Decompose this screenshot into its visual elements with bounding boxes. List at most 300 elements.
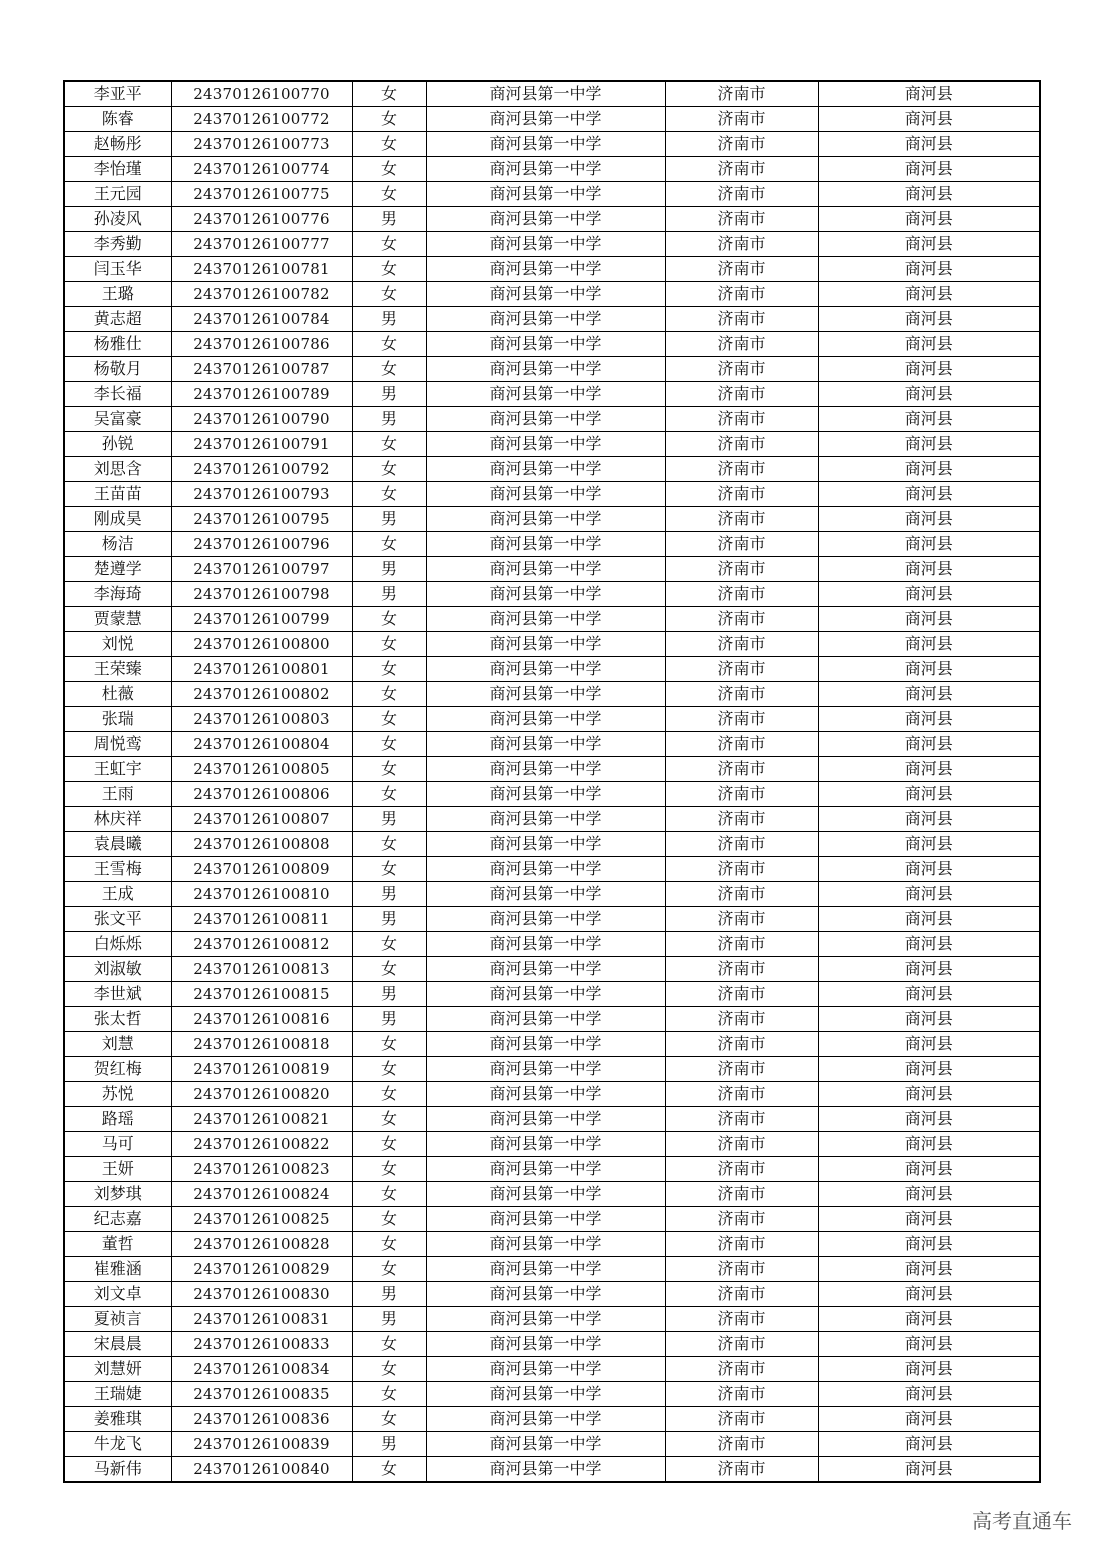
exam-id-cell: 24370126100818: [171, 1032, 352, 1057]
city-cell: 济南市: [665, 732, 818, 757]
city-cell: 济南市: [665, 307, 818, 332]
county-cell: 商河县: [818, 682, 1040, 707]
school-cell: 商河县第一中学: [426, 857, 665, 882]
school-cell: 商河县第一中学: [426, 81, 665, 107]
table-row: [64, 182, 1040, 207]
county-cell: 商河县: [818, 932, 1040, 957]
table-row: [64, 957, 1040, 982]
table-row: [64, 1107, 1040, 1132]
exam-id-cell: 24370126100819: [171, 1057, 352, 1082]
exam-id-cell: 24370126100790: [171, 407, 352, 432]
table-row: [64, 232, 1040, 257]
name-cell: 黄志超: [64, 307, 171, 332]
school-cell: 商河县第一中学: [426, 532, 665, 557]
school-cell: 商河县第一中学: [426, 407, 665, 432]
school-cell: 商河县第一中学: [426, 232, 665, 257]
table-row: [64, 782, 1040, 807]
county-cell: 商河县: [818, 632, 1040, 657]
name-cell: 刘文卓: [64, 1282, 171, 1307]
school-cell: 商河县第一中学: [426, 382, 665, 407]
county-cell: 商河县: [818, 1157, 1040, 1182]
school-cell: 商河县第一中学: [426, 807, 665, 832]
name-cell: 王妍: [64, 1157, 171, 1182]
exam-id-cell: 24370126100807: [171, 807, 352, 832]
table-row: [64, 882, 1040, 907]
county-cell: 商河县: [818, 1432, 1040, 1457]
table-row: [64, 1382, 1040, 1407]
exam-id-cell: 24370126100804: [171, 732, 352, 757]
county-cell: 商河县: [818, 1057, 1040, 1082]
city-cell: 济南市: [665, 132, 818, 157]
county-cell: 商河县: [818, 757, 1040, 782]
city-cell: 济南市: [665, 1082, 818, 1107]
exam-id-cell: 24370126100793: [171, 482, 352, 507]
table-row: [64, 507, 1040, 532]
city-cell: 济南市: [665, 607, 818, 632]
city-cell: 济南市: [665, 1232, 818, 1257]
city-cell: 济南市: [665, 932, 818, 957]
exam-id-cell: 24370126100775: [171, 182, 352, 207]
school-cell: 商河县第一中学: [426, 332, 665, 357]
city-cell: 济南市: [665, 1432, 818, 1457]
school-cell: 商河县第一中学: [426, 1257, 665, 1282]
city-cell: 济南市: [665, 407, 818, 432]
gender-cell: 女: [352, 1232, 426, 1257]
city-cell: 济南市: [665, 882, 818, 907]
county-cell: 商河县: [818, 457, 1040, 482]
city-cell: 济南市: [665, 157, 818, 182]
gender-cell: 女: [352, 732, 426, 757]
school-cell: 商河县第一中学: [426, 457, 665, 482]
gender-cell: 女: [352, 932, 426, 957]
name-cell: 王瑞婕: [64, 1382, 171, 1407]
city-cell: 济南市: [665, 482, 818, 507]
city-cell: 济南市: [665, 1332, 818, 1357]
county-cell: 商河县: [818, 1007, 1040, 1032]
county-cell: 商河县: [818, 482, 1040, 507]
city-cell: 济南市: [665, 582, 818, 607]
city-cell: 济南市: [665, 707, 818, 732]
name-cell: 夏祯言: [64, 1307, 171, 1332]
exam-id-cell: 24370126100781: [171, 257, 352, 282]
school-cell: 商河县第一中学: [426, 882, 665, 907]
table-row: [64, 1182, 1040, 1207]
county-cell: 商河县: [818, 1382, 1040, 1407]
school-cell: 商河县第一中学: [426, 657, 665, 682]
gender-cell: 男: [352, 407, 426, 432]
city-cell: 济南市: [665, 657, 818, 682]
city-cell: 济南市: [665, 1107, 818, 1132]
county-cell: 商河县: [818, 1357, 1040, 1382]
exam-id-cell: 24370126100828: [171, 1232, 352, 1257]
school-cell: 商河县第一中学: [426, 682, 665, 707]
name-cell: 林庆祥: [64, 807, 171, 832]
name-cell: 赵畅彤: [64, 132, 171, 157]
name-cell: 刘慧: [64, 1032, 171, 1057]
table-row: [64, 432, 1040, 457]
county-cell: 商河县: [818, 1132, 1040, 1157]
table-row: [64, 1282, 1040, 1307]
county-cell: 商河县: [818, 957, 1040, 982]
exam-id-cell: 24370126100800: [171, 632, 352, 657]
name-cell: 王元园: [64, 182, 171, 207]
exam-id-cell: 24370126100836: [171, 1407, 352, 1432]
gender-cell: 女: [352, 1357, 426, 1382]
name-cell: 贺红梅: [64, 1057, 171, 1082]
city-cell: 济南市: [665, 557, 818, 582]
exam-id-cell: 24370126100831: [171, 1307, 352, 1332]
gender-cell: 女: [352, 782, 426, 807]
table-row: [64, 857, 1040, 882]
table-row: [64, 357, 1040, 382]
table-row: [64, 607, 1040, 632]
exam-id-cell: 24370126100811: [171, 907, 352, 932]
county-cell: 商河县: [818, 507, 1040, 532]
name-cell: 吴富豪: [64, 407, 171, 432]
school-cell: 商河县第一中学: [426, 1207, 665, 1232]
gender-cell: 女: [352, 1207, 426, 1232]
gender-cell: 女: [352, 157, 426, 182]
table-row: [64, 157, 1040, 182]
gender-cell: 男: [352, 207, 426, 232]
name-cell: 苏悦: [64, 1082, 171, 1107]
city-cell: 济南市: [665, 907, 818, 932]
exam-id-cell: 24370126100808: [171, 832, 352, 857]
table-row: [64, 1307, 1040, 1332]
exam-id-cell: 24370126100813: [171, 957, 352, 982]
gender-cell: 女: [352, 1332, 426, 1357]
gender-cell: 女: [352, 132, 426, 157]
county-cell: 商河县: [818, 332, 1040, 357]
table-row: [64, 382, 1040, 407]
table-row: [64, 832, 1040, 857]
table-row: [64, 207, 1040, 232]
table-row: [64, 982, 1040, 1007]
gender-cell: 女: [352, 257, 426, 282]
gender-cell: 女: [352, 607, 426, 632]
school-cell: 商河县第一中学: [426, 282, 665, 307]
county-cell: 商河县: [818, 607, 1040, 632]
gender-cell: 男: [352, 1007, 426, 1032]
table-row: [64, 1457, 1040, 1483]
exam-id-cell: 24370126100799: [171, 607, 352, 632]
gender-cell: 女: [352, 757, 426, 782]
school-cell: 商河县第一中学: [426, 607, 665, 632]
city-cell: 济南市: [665, 1032, 818, 1057]
school-cell: 商河县第一中学: [426, 632, 665, 657]
table-row: [64, 332, 1040, 357]
county-cell: 商河县: [818, 357, 1040, 382]
school-cell: 商河县第一中学: [426, 1332, 665, 1357]
name-cell: 刘悦: [64, 632, 171, 657]
school-cell: 商河县第一中学: [426, 1432, 665, 1457]
city-cell: 济南市: [665, 207, 818, 232]
exam-id-cell: 24370126100805: [171, 757, 352, 782]
gender-cell: 男: [352, 507, 426, 532]
table-row: [64, 557, 1040, 582]
gender-cell: 女: [352, 81, 426, 107]
city-cell: 济南市: [665, 1357, 818, 1382]
gender-cell: 男: [352, 1432, 426, 1457]
city-cell: 济南市: [665, 282, 818, 307]
city-cell: 济南市: [665, 982, 818, 1007]
school-cell: 商河县第一中学: [426, 1182, 665, 1207]
county-cell: 商河县: [818, 107, 1040, 132]
gender-cell: 女: [352, 1082, 426, 1107]
city-cell: 济南市: [665, 357, 818, 382]
city-cell: 济南市: [665, 807, 818, 832]
city-cell: 济南市: [665, 1132, 818, 1157]
name-cell: 董哲: [64, 1232, 171, 1257]
city-cell: 济南市: [665, 382, 818, 407]
school-cell: 商河县第一中学: [426, 932, 665, 957]
county-cell: 商河县: [818, 282, 1040, 307]
school-cell: 商河县第一中学: [426, 957, 665, 982]
gender-cell: 女: [352, 482, 426, 507]
exam-id-cell: 24370126100803: [171, 707, 352, 732]
exam-id-cell: 24370126100812: [171, 932, 352, 957]
name-cell: 李世斌: [64, 982, 171, 1007]
county-cell: 商河县: [818, 382, 1040, 407]
name-cell: 王雪梅: [64, 857, 171, 882]
gender-cell: 男: [352, 982, 426, 1007]
school-cell: 商河县第一中学: [426, 357, 665, 382]
name-cell: 李亚平: [64, 81, 171, 107]
county-cell: 商河县: [818, 1232, 1040, 1257]
table-row: [64, 732, 1040, 757]
name-cell: 牛龙飞: [64, 1432, 171, 1457]
table-row: [64, 1032, 1040, 1057]
exam-id-cell: 24370126100791: [171, 432, 352, 457]
table-row: [64, 107, 1040, 132]
table-row: [64, 1432, 1040, 1457]
gender-cell: 女: [352, 1407, 426, 1432]
school-cell: 商河县第一中学: [426, 1132, 665, 1157]
table-row: [64, 1332, 1040, 1357]
school-cell: 商河县第一中学: [426, 257, 665, 282]
table-row: [64, 81, 1040, 107]
county-cell: 商河县: [818, 582, 1040, 607]
gender-cell: 女: [352, 957, 426, 982]
county-cell: 商河县: [818, 1332, 1040, 1357]
table-row: [64, 1232, 1040, 1257]
watermark-text: 高考直通车: [972, 1509, 1072, 1533]
county-cell: 商河县: [818, 857, 1040, 882]
county-cell: 商河县: [818, 557, 1040, 582]
school-cell: 商河县第一中学: [426, 1082, 665, 1107]
roster-body: [64, 81, 1040, 1482]
exam-id-cell: 24370126100825: [171, 1207, 352, 1232]
exam-id-cell: 24370126100789: [171, 382, 352, 407]
city-cell: 济南市: [665, 1307, 818, 1332]
county-cell: 商河县: [818, 182, 1040, 207]
exam-id-cell: 24370126100796: [171, 532, 352, 557]
table-row: [64, 407, 1040, 432]
county-cell: 商河县: [818, 1082, 1040, 1107]
school-cell: 商河县第一中学: [426, 1057, 665, 1082]
name-cell: 张太哲: [64, 1007, 171, 1032]
city-cell: 济南市: [665, 432, 818, 457]
name-cell: 李海琦: [64, 582, 171, 607]
city-cell: 济南市: [665, 832, 818, 857]
city-cell: 济南市: [665, 507, 818, 532]
gender-cell: 女: [352, 1382, 426, 1407]
name-cell: 姜雅琪: [64, 1407, 171, 1432]
exam-id-cell: 24370126100776: [171, 207, 352, 232]
gender-cell: 女: [352, 682, 426, 707]
name-cell: 袁晨曦: [64, 832, 171, 857]
name-cell: 张文平: [64, 907, 171, 932]
school-cell: 商河县第一中学: [426, 1007, 665, 1032]
exam-id-cell: 24370126100795: [171, 507, 352, 532]
city-cell: 济南市: [665, 857, 818, 882]
exam-id-cell: 24370126100822: [171, 1132, 352, 1157]
exam-id-cell: 24370126100833: [171, 1332, 352, 1357]
county-cell: 商河县: [818, 907, 1040, 932]
gender-cell: 女: [352, 1457, 426, 1483]
student-roster-table: [63, 80, 1041, 1483]
name-cell: 刘慧妍: [64, 1357, 171, 1382]
school-cell: 商河县第一中学: [426, 1282, 665, 1307]
county-cell: 商河县: [818, 832, 1040, 857]
school-cell: 商河县第一中学: [426, 1382, 665, 1407]
table-row: [64, 757, 1040, 782]
name-cell: 刘淑敏: [64, 957, 171, 982]
county-cell: 商河县: [818, 782, 1040, 807]
school-cell: 商河县第一中学: [426, 432, 665, 457]
exam-id-cell: 24370126100772: [171, 107, 352, 132]
gender-cell: 男: [352, 1307, 426, 1332]
school-cell: 商河县第一中学: [426, 1157, 665, 1182]
school-cell: 商河县第一中学: [426, 1107, 665, 1132]
table-row: [64, 307, 1040, 332]
gender-cell: 女: [352, 1257, 426, 1282]
school-cell: 商河县第一中学: [426, 507, 665, 532]
gender-cell: 女: [352, 1132, 426, 1157]
name-cell: 杨洁: [64, 532, 171, 557]
table-row: [64, 807, 1040, 832]
table-row: [64, 932, 1040, 957]
name-cell: 张瑞: [64, 707, 171, 732]
name-cell: 陈睿: [64, 107, 171, 132]
exam-id-cell: 24370126100835: [171, 1382, 352, 1407]
city-cell: 济南市: [665, 1282, 818, 1307]
table-row: [64, 482, 1040, 507]
county-cell: 商河县: [818, 232, 1040, 257]
city-cell: 济南市: [665, 1182, 818, 1207]
exam-id-cell: 24370126100834: [171, 1357, 352, 1382]
name-cell: 贾蒙慧: [64, 607, 171, 632]
name-cell: 孙锐: [64, 432, 171, 457]
school-cell: 商河县第一中学: [426, 707, 665, 732]
name-cell: 马新伟: [64, 1457, 171, 1483]
name-cell: 白烁烁: [64, 932, 171, 957]
name-cell: 崔雅涵: [64, 1257, 171, 1282]
county-cell: 商河县: [818, 982, 1040, 1007]
city-cell: 济南市: [665, 182, 818, 207]
table-row: [64, 1207, 1040, 1232]
gender-cell: 女: [352, 232, 426, 257]
city-cell: 济南市: [665, 782, 818, 807]
county-cell: 商河县: [818, 1457, 1040, 1483]
name-cell: 杜薇: [64, 682, 171, 707]
exam-id-cell: 24370126100774: [171, 157, 352, 182]
county-cell: 商河县: [818, 1182, 1040, 1207]
school-cell: 商河县第一中学: [426, 157, 665, 182]
gender-cell: 男: [352, 582, 426, 607]
school-cell: 商河县第一中学: [426, 307, 665, 332]
table-row: [64, 657, 1040, 682]
name-cell: 杨敬月: [64, 357, 171, 382]
exam-id-cell: 24370126100840: [171, 1457, 352, 1483]
gender-cell: 男: [352, 907, 426, 932]
gender-cell: 男: [352, 557, 426, 582]
gender-cell: 女: [352, 1032, 426, 1057]
gender-cell: 女: [352, 532, 426, 557]
name-cell: 刘梦琪: [64, 1182, 171, 1207]
name-cell: 刘思含: [64, 457, 171, 482]
exam-id-cell: 24370126100797: [171, 557, 352, 582]
gender-cell: 男: [352, 882, 426, 907]
gender-cell: 男: [352, 307, 426, 332]
county-cell: 商河县: [818, 1307, 1040, 1332]
table-row: [64, 457, 1040, 482]
county-cell: 商河县: [818, 257, 1040, 282]
county-cell: 商河县: [818, 157, 1040, 182]
name-cell: 王荣臻: [64, 657, 171, 682]
county-cell: 商河县: [818, 882, 1040, 907]
school-cell: 商河县第一中学: [426, 132, 665, 157]
exam-id-cell: 24370126100839: [171, 1432, 352, 1457]
city-cell: 济南市: [665, 1382, 818, 1407]
exam-id-cell: 24370126100816: [171, 1007, 352, 1032]
city-cell: 济南市: [665, 107, 818, 132]
exam-id-cell: 24370126100773: [171, 132, 352, 157]
county-cell: 商河县: [818, 81, 1040, 107]
name-cell: 王雨: [64, 782, 171, 807]
exam-id-cell: 24370126100821: [171, 1107, 352, 1132]
county-cell: 商河县: [818, 207, 1040, 232]
school-cell: 商河县第一中学: [426, 1407, 665, 1432]
school-cell: 商河县第一中学: [426, 1357, 665, 1382]
gender-cell: 男: [352, 382, 426, 407]
gender-cell: 女: [352, 1107, 426, 1132]
gender-cell: 女: [352, 632, 426, 657]
table-row: [64, 1132, 1040, 1157]
school-cell: 商河县第一中学: [426, 182, 665, 207]
name-cell: 李怡瑾: [64, 157, 171, 182]
table-row: [64, 582, 1040, 607]
table-row: [64, 1257, 1040, 1282]
county-cell: 商河县: [818, 1257, 1040, 1282]
table-row: [64, 1007, 1040, 1032]
city-cell: 济南市: [665, 1057, 818, 1082]
county-cell: 商河县: [818, 1282, 1040, 1307]
exam-id-cell: 24370126100777: [171, 232, 352, 257]
gender-cell: 女: [352, 332, 426, 357]
city-cell: 济南市: [665, 257, 818, 282]
table-row: [64, 707, 1040, 732]
city-cell: 济南市: [665, 957, 818, 982]
school-cell: 商河县第一中学: [426, 732, 665, 757]
exam-id-cell: 24370126100824: [171, 1182, 352, 1207]
table-row: [64, 1157, 1040, 1182]
county-cell: 商河县: [818, 732, 1040, 757]
school-cell: 商河县第一中学: [426, 557, 665, 582]
county-cell: 商河县: [818, 1032, 1040, 1057]
county-cell: 商河县: [818, 1407, 1040, 1432]
exam-id-cell: 24370126100770: [171, 81, 352, 107]
